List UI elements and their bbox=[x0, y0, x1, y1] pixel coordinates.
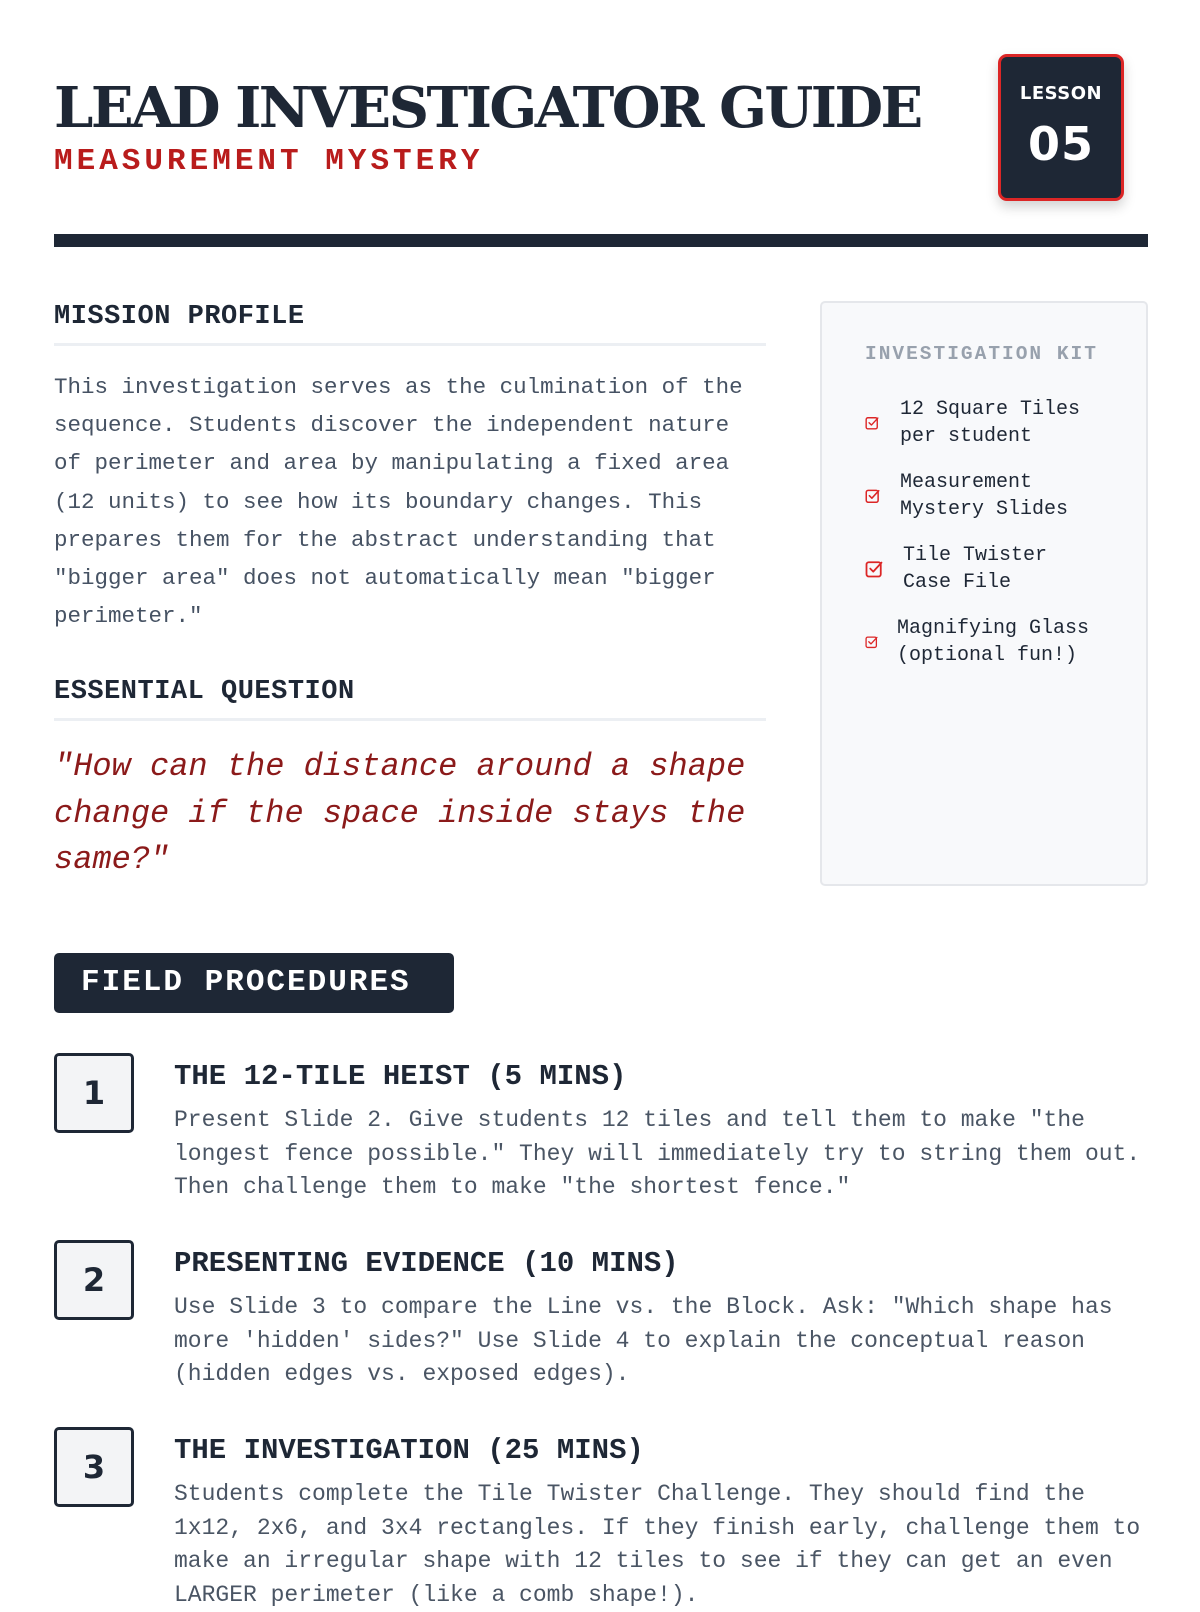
field-procedures-heading: FIELD PROCEDURES bbox=[54, 953, 454, 1013]
checkbox-icon bbox=[865, 560, 883, 578]
kit-item bbox=[865, 469, 1135, 523]
investigation-kit-title: INVESTIGATION KIT bbox=[865, 343, 1098, 365]
investigation-kit-panel bbox=[820, 301, 1148, 886]
step-title: PRESENTING EVIDENCE (10 MINS) bbox=[174, 1247, 679, 1280]
page-header bbox=[54, 54, 1148, 214]
kit-item-line: Magnifying Glass bbox=[897, 617, 1090, 640]
step-description: Students complete the Tile Twister Challenge. They should find the 1x12, 2x6, and 3x4 rectangles. If they finish early, challenge them to make an irregular shape with 12 tiles to see if they can get an even LARGER perimeter (like a comb shape!). bbox=[174, 1481, 1141, 1608]
lesson-badge bbox=[998, 54, 1124, 201]
step-title: THE INVESTIGATION (25 MINS) bbox=[174, 1434, 644, 1467]
checkbox-icon bbox=[865, 416, 879, 430]
step-number-badge: 1 bbox=[54, 1053, 134, 1133]
step-title: THE 12-TILE HEIST (5 MINS) bbox=[174, 1060, 627, 1093]
essential-question-text: "How can the distance around a shape change if the space inside stays the same?" bbox=[54, 748, 746, 878]
kit-item bbox=[865, 542, 1135, 596]
kit-item-line: per student bbox=[900, 425, 1033, 448]
kit-item-line: (optional fun!) bbox=[897, 644, 1078, 667]
page-title: LEAD INVESTIGATOR GUIDE bbox=[54, 75, 921, 141]
kit-item bbox=[865, 396, 1135, 450]
lesson-number: 05 bbox=[1027, 117, 1094, 171]
checkbox-icon bbox=[865, 636, 878, 649]
mission-profile-heading: MISSION PROFILE bbox=[54, 301, 766, 346]
step-description: Present Slide 2. Give students 12 tiles and tell them to make "the longest fence possible." They will immediately try to string them out. Then challenge them to make "the shortest fence." bbox=[174, 1107, 1141, 1200]
kit-item-line: Measurement bbox=[900, 471, 1033, 494]
step-number-badge: 3 bbox=[54, 1427, 134, 1507]
kit-item-line: Tile Twister bbox=[903, 544, 1048, 567]
kit-item bbox=[865, 615, 1135, 669]
page-subtitle: MEASUREMENT MYSTERY bbox=[54, 144, 484, 179]
mission-profile-text: This investigation serves as the culmination of the sequence. Students discover the independent nature of perimeter and area by manipulating a fixed area (12 units) to see how its boundary changes. This prepares them for the abstract understanding that "bigger area" does not automatically mean "bigger perimeter." bbox=[54, 374, 743, 630]
kit-item-line: Case File bbox=[903, 571, 1012, 594]
lesson-label: LESSON bbox=[1019, 83, 1103, 104]
step-description: Use Slide 3 to compare the Line vs. the Block. Ask: "Which shape has more 'hidden' sides?" Use Slide 4 to explain the conceptual reason (hidden edges vs. exposed edges). bbox=[174, 1294, 1113, 1387]
kit-item-line: 12 Square Tiles bbox=[900, 398, 1081, 421]
step-number-badge: 2 bbox=[54, 1240, 134, 1320]
checkbox-icon bbox=[865, 489, 880, 504]
essential-question-heading: ESSENTIAL QUESTION bbox=[54, 676, 766, 721]
kit-item-line: Mystery Slides bbox=[900, 498, 1069, 521]
header-divider bbox=[54, 234, 1148, 247]
